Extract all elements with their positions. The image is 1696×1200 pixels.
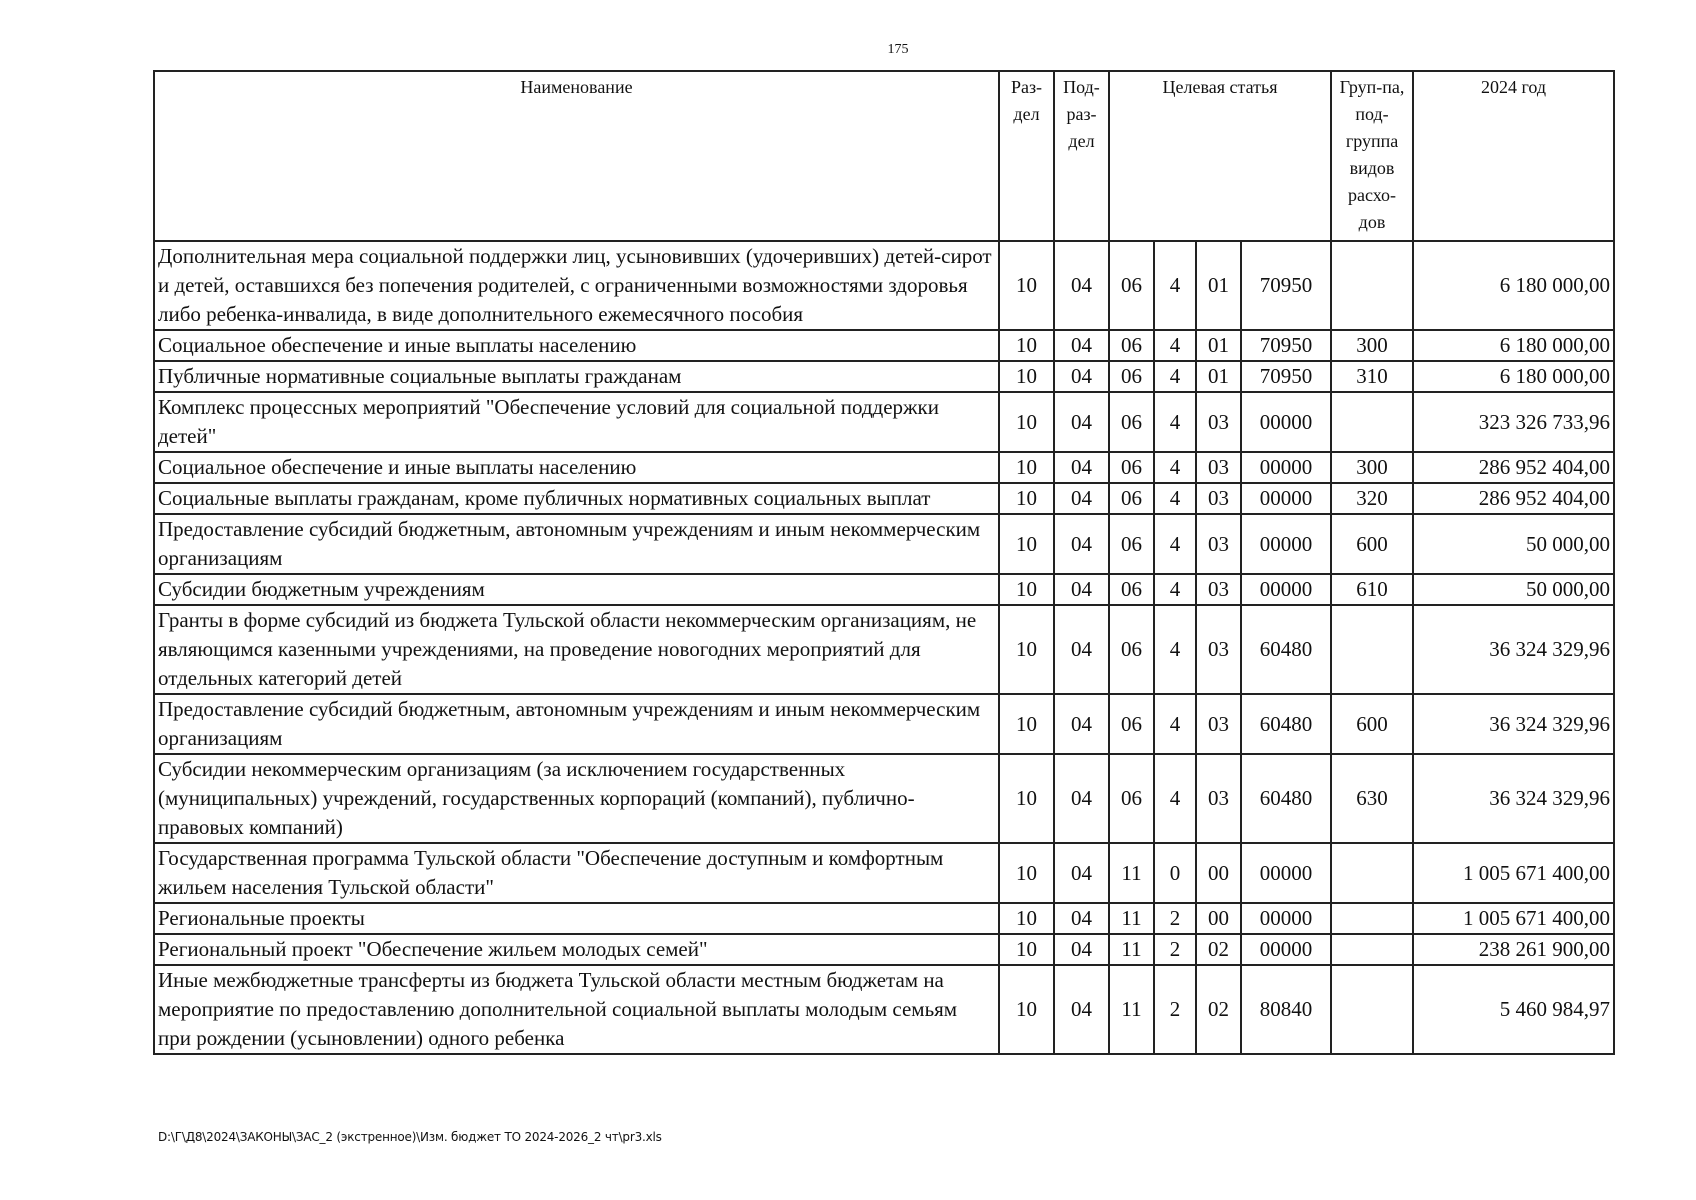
row-subsection: 04 xyxy=(1054,965,1109,1054)
row-target-direction: 60480 xyxy=(1241,694,1331,754)
row-target-event: 03 xyxy=(1196,392,1241,452)
row-section: 10 xyxy=(999,694,1054,754)
row-target-type: 4 xyxy=(1154,361,1196,392)
table-row xyxy=(154,241,1614,330)
row-target-program: 06 xyxy=(1109,452,1154,483)
row-target-type: 4 xyxy=(1154,241,1196,330)
row-target-event: 03 xyxy=(1196,452,1241,483)
row-expense-group: 300 xyxy=(1331,452,1413,483)
table-row xyxy=(154,392,1614,452)
row-section: 10 xyxy=(999,965,1054,1054)
table-body xyxy=(154,241,1614,1054)
row-subsection: 04 xyxy=(1054,330,1109,361)
row-target-event: 03 xyxy=(1196,514,1241,574)
row-target-program: 06 xyxy=(1109,392,1154,452)
row-target-type: 0 xyxy=(1154,843,1196,903)
row-name: Социальное обеспечение и иные выплаты населению xyxy=(154,452,999,483)
header-expense-group: Груп-па, под-группа видов расхо-дов xyxy=(1331,71,1413,241)
row-name: Предоставление субсидий бюджетным, автономным учреждениям и иным некоммерческим организациям xyxy=(154,694,999,754)
row-expense-group: 300 xyxy=(1331,330,1413,361)
row-amount: 286 952 404,00 xyxy=(1413,483,1614,514)
table-row xyxy=(154,483,1614,514)
row-amount: 323 326 733,96 xyxy=(1413,392,1614,452)
row-section: 10 xyxy=(999,483,1054,514)
row-target-direction: 60480 xyxy=(1241,605,1331,694)
row-expense-group: 630 xyxy=(1331,754,1413,843)
row-expense-group: 320 xyxy=(1331,483,1413,514)
row-target-program: 06 xyxy=(1109,574,1154,605)
row-section: 10 xyxy=(999,903,1054,934)
row-subsection: 04 xyxy=(1054,483,1109,514)
row-target-type: 2 xyxy=(1154,934,1196,965)
row-target-type: 2 xyxy=(1154,903,1196,934)
row-amount: 5 460 984,97 xyxy=(1413,965,1614,1054)
header-subsection: Под-раз-дел xyxy=(1054,71,1109,241)
row-subsection: 04 xyxy=(1054,452,1109,483)
table-row xyxy=(154,514,1614,574)
row-target-direction: 60480 xyxy=(1241,754,1331,843)
table-row xyxy=(154,843,1614,903)
row-section: 10 xyxy=(999,361,1054,392)
table-row xyxy=(154,754,1614,843)
row-target-type: 4 xyxy=(1154,330,1196,361)
row-target-program: 06 xyxy=(1109,483,1154,514)
row-name: Государственная программа Тульской области "Обеспечение доступным и комфортным жильем населения Тульской области" xyxy=(154,843,999,903)
row-subsection: 04 xyxy=(1054,361,1109,392)
row-target-program: 06 xyxy=(1109,605,1154,694)
table-row xyxy=(154,605,1614,694)
table-row xyxy=(154,934,1614,965)
row-target-direction: 70950 xyxy=(1241,330,1331,361)
row-target-type: 4 xyxy=(1154,514,1196,574)
row-target-event: 03 xyxy=(1196,754,1241,843)
row-section: 10 xyxy=(999,392,1054,452)
row-target-direction: 00000 xyxy=(1241,483,1331,514)
row-target-direction: 80840 xyxy=(1241,965,1331,1054)
row-subsection: 04 xyxy=(1054,574,1109,605)
row-section: 10 xyxy=(999,843,1054,903)
row-name: Региональные проекты xyxy=(154,903,999,934)
row-subsection: 04 xyxy=(1054,392,1109,452)
row-target-type: 4 xyxy=(1154,754,1196,843)
row-amount: 286 952 404,00 xyxy=(1413,452,1614,483)
row-section: 10 xyxy=(999,605,1054,694)
row-name: Гранты в форме субсидий из бюджета Тульской области некоммерческим организациям, не являющимся казенными учреждениями, на проведение новогодних мероприятий для отдельных категорий детей xyxy=(154,605,999,694)
table-row xyxy=(154,903,1614,934)
row-target-direction: 00000 xyxy=(1241,903,1331,934)
table-row xyxy=(154,361,1614,392)
row-target-event: 03 xyxy=(1196,694,1241,754)
row-amount: 6 180 000,00 xyxy=(1413,241,1614,330)
row-target-program: 06 xyxy=(1109,694,1154,754)
row-target-program: 06 xyxy=(1109,514,1154,574)
header-year: 2024 год xyxy=(1413,71,1614,241)
row-target-event: 01 xyxy=(1196,330,1241,361)
row-subsection: 04 xyxy=(1054,514,1109,574)
row-subsection: 04 xyxy=(1054,754,1109,843)
row-subsection: 04 xyxy=(1054,241,1109,330)
row-target-type: 4 xyxy=(1154,392,1196,452)
row-target-direction: 70950 xyxy=(1241,241,1331,330)
row-subsection: 04 xyxy=(1054,605,1109,694)
row-section: 10 xyxy=(999,452,1054,483)
row-expense-group: 600 xyxy=(1331,514,1413,574)
row-expense-group xyxy=(1331,241,1413,330)
row-name: Социальное обеспечение и иные выплаты населению xyxy=(154,330,999,361)
row-name: Субсидии бюджетным учреждениям xyxy=(154,574,999,605)
file-path-footer: D:\Г\Д8\2024\ЗАКОНЫ\ЗАС_2 (экстренное)\Изм. бюджет ТО 2024-2026_2 чт\pr3.xls xyxy=(158,1130,662,1144)
row-target-event: 03 xyxy=(1196,605,1241,694)
row-expense-group xyxy=(1331,903,1413,934)
row-section: 10 xyxy=(999,574,1054,605)
row-subsection: 04 xyxy=(1054,843,1109,903)
row-amount: 36 324 329,96 xyxy=(1413,605,1614,694)
row-name: Субсидии некоммерческим организациям (за исключением государственных (муниципальных) учреждений, государственных корпораций (компаний), публично-правовых компаний) xyxy=(154,754,999,843)
table-row xyxy=(154,330,1614,361)
row-name: Иные межбюджетные трансферты из бюджета Тульской области местным бюджетам на мероприятие по предоставлению дополнительной социальной выплаты молодым семьям при рождении (усыновлении) одного ребенка xyxy=(154,965,999,1054)
row-target-event: 01 xyxy=(1196,241,1241,330)
row-target-type: 4 xyxy=(1154,574,1196,605)
row-target-program: 06 xyxy=(1109,330,1154,361)
table-row xyxy=(154,574,1614,605)
table-header-row xyxy=(154,71,1614,241)
row-target-program: 11 xyxy=(1109,843,1154,903)
row-target-program: 11 xyxy=(1109,934,1154,965)
row-expense-group xyxy=(1331,843,1413,903)
row-name: Дополнительная мера социальной поддержки лиц, усыновивших (удочеривших) детей-сирот и детей, оставшихся без попечения родителей, с ограниченными возможностями здоровья либо ребенка-инвалида, в виде дополнительного ежемесячного пособия xyxy=(154,241,999,330)
row-name: Публичные нормативные социальные выплаты гражданам xyxy=(154,361,999,392)
row-target-type: 4 xyxy=(1154,694,1196,754)
row-target-type: 4 xyxy=(1154,483,1196,514)
table-row xyxy=(154,965,1614,1054)
row-amount: 50 000,00 xyxy=(1413,574,1614,605)
header-target-article: Целевая статья xyxy=(1109,71,1331,241)
row-amount: 238 261 900,00 xyxy=(1413,934,1614,965)
row-expense-group xyxy=(1331,934,1413,965)
row-target-direction: 00000 xyxy=(1241,934,1331,965)
row-target-direction: 00000 xyxy=(1241,452,1331,483)
row-name: Предоставление субсидий бюджетным, автономным учреждениям и иным некоммерческим организациям xyxy=(154,514,999,574)
row-amount: 1 005 671 400,00 xyxy=(1413,903,1614,934)
row-amount: 36 324 329,96 xyxy=(1413,754,1614,843)
row-section: 10 xyxy=(999,330,1054,361)
row-target-event: 00 xyxy=(1196,903,1241,934)
row-amount: 36 324 329,96 xyxy=(1413,694,1614,754)
row-expense-group xyxy=(1331,392,1413,452)
row-target-program: 06 xyxy=(1109,241,1154,330)
page-number: 175 xyxy=(887,42,909,57)
row-section: 10 xyxy=(999,754,1054,843)
row-expense-group: 600 xyxy=(1331,694,1413,754)
row-section: 10 xyxy=(999,241,1054,330)
budget-table xyxy=(153,70,1615,1055)
row-target-direction: 00000 xyxy=(1241,392,1331,452)
row-target-program: 11 xyxy=(1109,965,1154,1054)
row-target-direction: 00000 xyxy=(1241,514,1331,574)
row-expense-group: 310 xyxy=(1331,361,1413,392)
row-target-event: 01 xyxy=(1196,361,1241,392)
row-section: 10 xyxy=(999,514,1054,574)
row-subsection: 04 xyxy=(1054,903,1109,934)
row-target-type: 4 xyxy=(1154,452,1196,483)
row-target-event: 03 xyxy=(1196,483,1241,514)
row-subsection: 04 xyxy=(1054,934,1109,965)
row-target-direction: 00000 xyxy=(1241,843,1331,903)
row-expense-group: 610 xyxy=(1331,574,1413,605)
row-expense-group xyxy=(1331,605,1413,694)
row-target-program: 06 xyxy=(1109,361,1154,392)
row-name: Региональный проект "Обеспечение жильем молодых семей" xyxy=(154,934,999,965)
row-target-event: 03 xyxy=(1196,574,1241,605)
row-target-event: 02 xyxy=(1196,934,1241,965)
table-row xyxy=(154,452,1614,483)
row-target-type: 2 xyxy=(1154,965,1196,1054)
row-name: Социальные выплаты гражданам, кроме публичных нормативных социальных выплат xyxy=(154,483,999,514)
row-name: Комплекс процессных мероприятий "Обеспечение условий для социальной поддержки детей" xyxy=(154,392,999,452)
row-amount: 6 180 000,00 xyxy=(1413,361,1614,392)
row-amount: 1 005 671 400,00 xyxy=(1413,843,1614,903)
row-section: 10 xyxy=(999,934,1054,965)
row-subsection: 04 xyxy=(1054,694,1109,754)
row-target-direction: 00000 xyxy=(1241,574,1331,605)
row-target-type: 4 xyxy=(1154,605,1196,694)
row-amount: 6 180 000,00 xyxy=(1413,330,1614,361)
row-target-event: 02 xyxy=(1196,965,1241,1054)
table-row xyxy=(154,694,1614,754)
header-name: Наименование xyxy=(154,71,999,241)
row-expense-group xyxy=(1331,965,1413,1054)
header-section: Раз-дел xyxy=(999,71,1054,241)
row-target-event: 00 xyxy=(1196,843,1241,903)
row-target-direction: 70950 xyxy=(1241,361,1331,392)
row-target-program: 06 xyxy=(1109,754,1154,843)
row-amount: 50 000,00 xyxy=(1413,514,1614,574)
row-target-program: 11 xyxy=(1109,903,1154,934)
